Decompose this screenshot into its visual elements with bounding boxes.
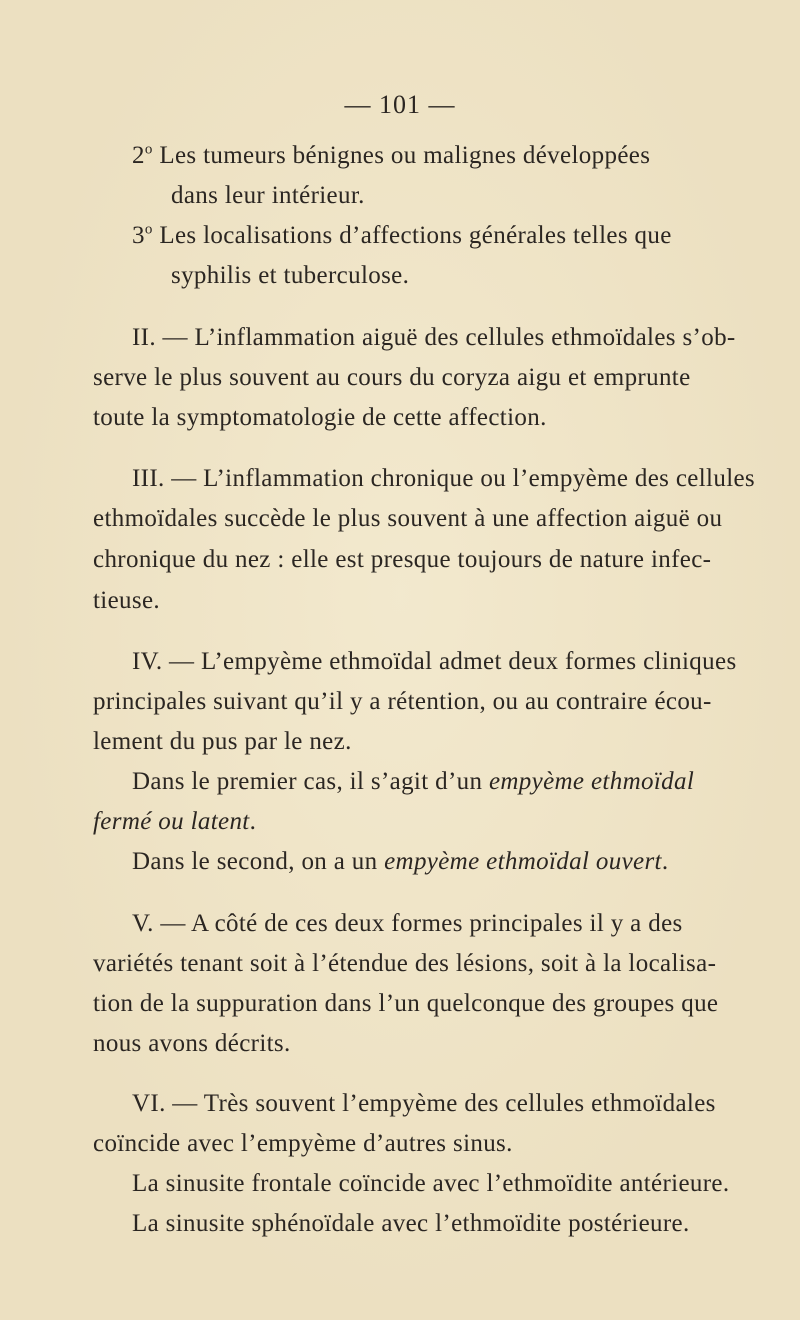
text-line: La sinusite sphénoïdale avec l’ethmoïdite postérieure. <box>132 1210 690 1237</box>
text-line: variétés tenant soit à l’étendue des lésions, soit à la localisa- <box>93 950 717 977</box>
text-line: tieuse. <box>93 587 161 614</box>
text-line: serve le plus souvent au cours du coryza aigu et emprunte <box>93 364 691 391</box>
section-iv-heading-line: IV. — L’empyème ethmoïdal admet deux formes cliniques <box>132 648 737 675</box>
ordinal-mark: o <box>144 221 153 238</box>
text-line: coïncide avec l’empyème d’autres sinus. <box>93 1130 513 1157</box>
text-line <box>132 846 668 878</box>
italic-term: fermé ou latent <box>93 808 250 835</box>
section-vi-heading-line: VI. — Très souvent l’empyème des cellules ethmoïdales <box>132 1090 716 1117</box>
text-line: principales suivant qu’il y a rétention, ou au contraire écou- <box>93 688 712 715</box>
item-number: 3 <box>132 222 145 249</box>
page-number: — 101 — <box>344 90 456 119</box>
section-iii-heading-line: III. — L’inflammation chronique ou l’empyème des cellules <box>132 465 756 492</box>
text-run: . <box>249 808 257 835</box>
list-item-3 <box>132 220 672 252</box>
section-ii-heading-line: II. — L’inflammation aiguë des cellules ethmoïdales s’ob- <box>132 324 736 351</box>
text-run: . <box>661 848 669 875</box>
text-line <box>93 806 256 838</box>
text-line: Les tumeurs bénignes ou malignes développées <box>152 142 651 169</box>
text-line: Les localisations d’affections générales telles que <box>152 222 672 249</box>
text-line <box>132 766 694 798</box>
text-line: toute la symptomatologie de cette affection. <box>93 404 547 431</box>
text-line: lement du pus par le nez. <box>93 728 352 755</box>
italic-term: empyème ethmoïdal <box>488 768 695 795</box>
item-number: 2 <box>132 142 145 169</box>
text-run: Dans le premier cas, il s’agit d’un <box>132 768 489 795</box>
text-line: chronique du nez : elle est presque toujours de nature infec- <box>93 546 712 573</box>
text-line: dans leur intérieur. <box>171 182 365 209</box>
text-line: syphilis et tuberculose. <box>171 262 410 289</box>
section-v-heading-line: V. — A côté de ces deux formes principales il y a des <box>132 910 683 937</box>
text-line: ethmoïdales succède le plus souvent à une affection aiguë ou <box>93 505 723 532</box>
ordinal-mark: o <box>144 141 153 158</box>
text-line: nous avons décrits. <box>93 1030 291 1057</box>
text-run: Dans le second, on a un <box>132 848 385 875</box>
text-line: La sinusite frontale coïncide avec l’ethmoïdite antérieure. <box>132 1170 730 1197</box>
text-line: tion de la suppuration dans l’un quelconque des groupes que <box>93 990 719 1017</box>
italic-term: empyème ethmoïdal ouvert <box>384 848 662 875</box>
list-item-2 <box>132 140 650 172</box>
